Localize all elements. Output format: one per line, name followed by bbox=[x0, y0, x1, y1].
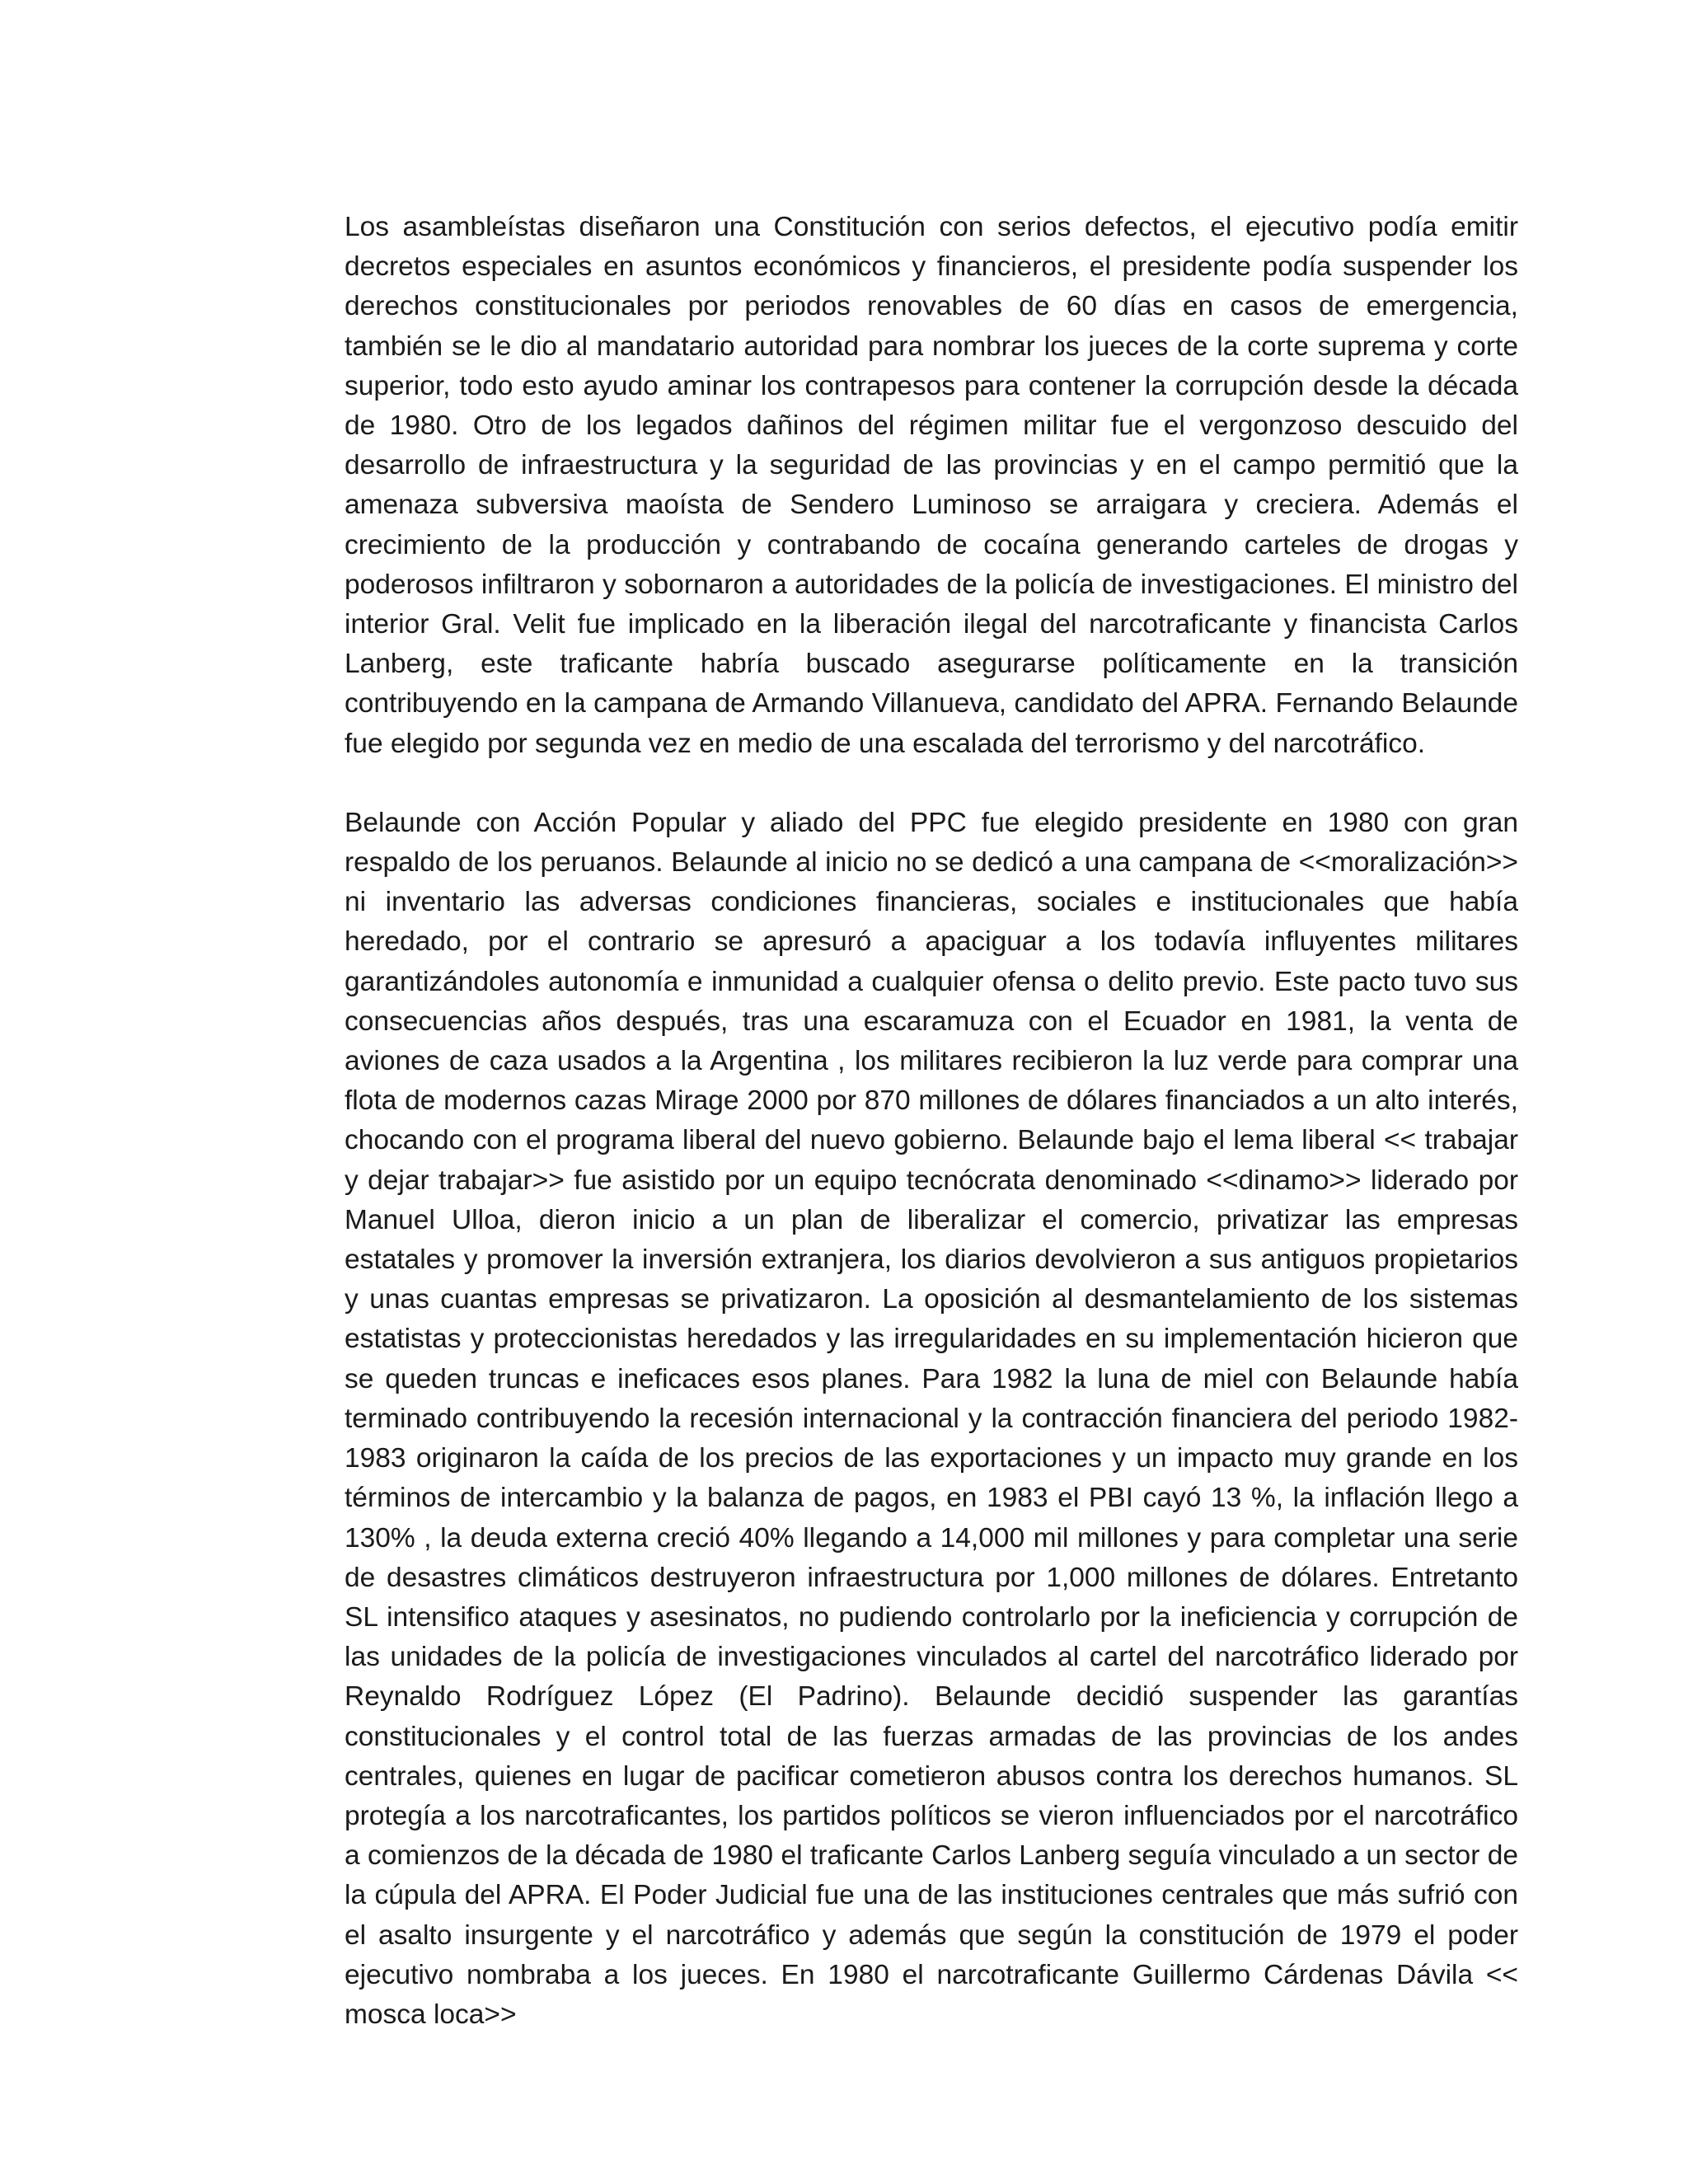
document-body bbox=[345, 208, 1518, 2035]
paragraph-constitution: Los asambleístas diseñaron una Constitución con serios defectos, el ejecutivo podía emitir decretos especiales en asuntos económicos y financieros, el presidente podía suspender los derechos constitucionales por periodos renovables de 60 días en casos de emergencia, también se le dio al mandatario autoridad para nombrar los jueces de la corte suprema y corte superior, todo esto ayudo aminar los contrapesos para contener la corrupción desde la década de 1980. Otro de los legados dañinos del régimen militar fue el vergonzoso descuido del desarrollo de infraestructura y la seguridad de las provincias y en el campo permitió que la amenaza subversiva maoísta de Sendero Luminoso se arraigara y creciera. Además el crecimiento de la producción y contrabando de cocaína generando carteles de drogas y poderosos infiltraron y sobornaron a autoridades de la policía de investigaciones. El ministro del interior Gral. Velit fue implicado en la liberación ilegal del narcotraficante y financista Carlos Lanberg, este traficante habría buscado asegurarse políticamente en la transición contribuyendo en la campana de Armando Villanueva, candidato del APRA. Fernando Belaunde fue elegido por segunda vez en medio de una escalada del terrorismo y del narcotráfico. bbox=[345, 212, 1518, 759]
paragraph-belaunde: Belaunde con Acción Popular y aliado del PPC fue elegido presidente en 1980 con gran respaldo de los peruanos. Belaunde al inicio no se dedicó a una campana de <<moralización>> ni inventario las adversas condiciones financieras, sociales e institucionales que había heredado, por el contrario se apresuró a apaciguar a los todavía influyentes militares garantizándoles autonomía e inmunidad a cualquier ofensa o delito previo. Este pacto tuvo sus consecuencias años después, tras una escaramuza con el Ecuador en 1981, la venta de aviones de caza usados a la Argentina , los militares recibieron la luz verde para comprar una flota de modernos cazas Mirage 2000 por 870 millones de dólares financiados a un alto interés, chocando con el programa liberal del nuevo gobierno. Belaunde bajo el lema liberal << trabajar y dejar trabajar>> fue asistido por un equipo tecnócrata denominado <<dinamo>> liderado por Manuel Ulloa, dieron inicio a un plan de liberalizar el comercio, privatizar las empresas estatales y promover la inversión extranjera, los diarios devolvieron a sus antiguos propietarios y unas cuantas empresas se privatizaron. La oposición al desmantelamiento de los sistemas estatistas y proteccionistas heredados y las irregularidades en su implementación hicieron que se queden truncas e ineficaces esos planes. Para 1982 la luna de miel con Belaunde había terminado contribuyendo la recesión internacional y la contracción financiera del periodo 1982-1983 originaron la caída de los precios de las exportaciones y un impacto muy grande en los términos de intercambio y la balanza de pagos, en 1983 el PBI cayó 13 %, la inflación llego a 130% , la deuda externa creció 40% llegando a 14,000 mil millones y para completar una serie de desastres climáticos destruyeron infraestructura por 1,000 millones de dólares. Entretanto SL intensifico ataques y asesinatos, no pudiendo controlarlo por la ineficiencia y corrupción de las unidades de la policía de investigaciones vinculados al cartel del narcotráfico liderado por Reynaldo Rodríguez López (El Padrino). Belaunde decidió suspender las garantías constitucionales y el control total de las fuerzas armadas de las provincias de los andes centrales, quienes en lugar de pacificar cometieron abusos contra los derechos humanos. SL protegía a los narcotraficantes, los partidos políticos se vieron influenciados por el narcotráfico a comienzos de la década de 1980 el traficante Carlos Lanberg seguía vinculado a un sector de la cúpula del APRA. El Poder Judicial fue una de las instituciones centrales que más sufrió con el asalto insurgente y el narcotráfico y además que según la constitución de 1979 el poder ejecutivo nombraba a los jueces. En 1980 el narcotraficante Guillermo Cárdenas Dávila << mosca loca>> bbox=[345, 807, 1518, 2030]
